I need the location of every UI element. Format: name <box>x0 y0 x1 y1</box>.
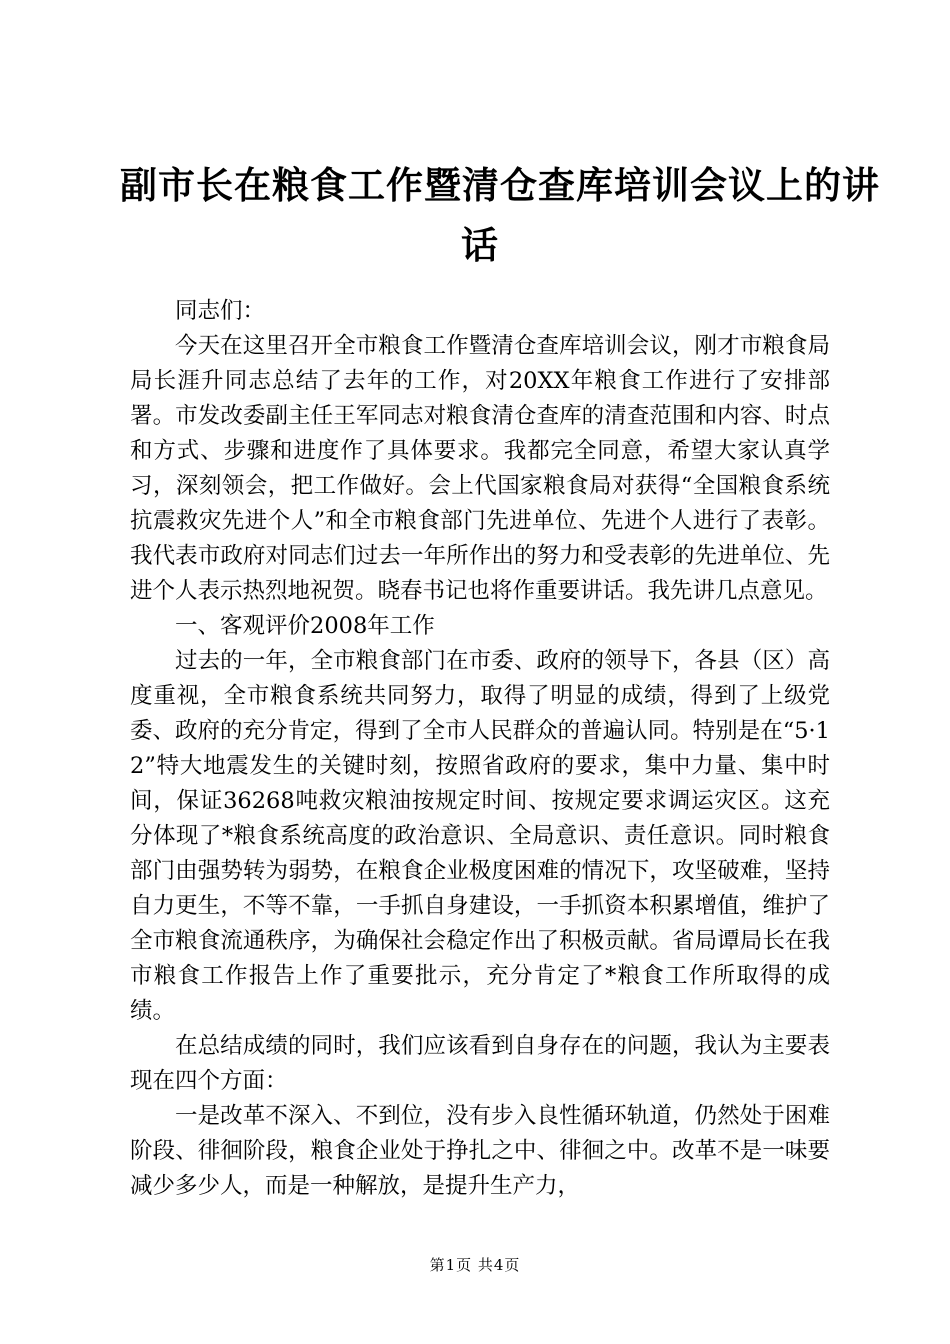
page-footer: 第1页 共4页 <box>429 1256 521 1274</box>
document-body <box>130 294 830 1204</box>
document-title-line-2: 话 <box>461 224 499 267</box>
document-title-line-1: 副市长在粮食工作暨清仓查库培训会议上的讲 <box>120 164 880 207</box>
problems-intro-paragraph: 在总结成绩的同时，我们应该看到自身存在的问题，我认为主要表现在四个方面： <box>130 1033 830 1094</box>
section-heading: 一、客观评价2008年工作 <box>175 613 435 639</box>
opening-paragraph: 今天在这里召开全市粮食工作暨清仓查库培训会议，刚才市粮食局局长涯升同志总结了去年的工作，对20XX年粮食工作进行了安排部署。市发改委副主任王军同志对粮食清仓查库的清查范围和内容、时点和方式、步骤和进度作了具体要求。我都完全同意，希望大家认真学习，深刻领会，把工作做好。会上代国家粮食局对获得“全国粮食系统抗震救灾先进个人”和全市粮食部门先进单位、先进个人进行了表彰。我代表市政府对同志们过去一年所作出的努力和受表彰的先进单位、先进个人表示热烈地祝贺。晓春书记也将作重要讲话。我先讲几点意见。 <box>130 333 830 604</box>
problem-one-paragraph: 一是改革不深入、不到位，没有步入良性循环轨道，仍然处于困难阶段、徘徊阶段，粮食企业处于挣扎之中、徘徊之中。改革不是一味要减少多少人，而是一种解放，是提升生产力， <box>130 1103 830 1199</box>
salutation-paragraph: 同志们： <box>175 298 266 324</box>
review-paragraph: 过去的一年，全市粮食部门在市委、政府的领导下，各县（区）高度重视，全市粮食系统共同努力，取得了明显的成绩，得到了上级党委、政府的充分肯定，得到了全市人民群众的普遍认同。特别是在“5·12”特大地震发生的关键时刻，按照省政府的要求，集中力量、集中时间，保证36268吨救灾粮油按规定时间、按规定要求调运灾区。这充分体现了*粮食系统高度的政治意识、全局意识、责任意识。同时粮食部门由强势转为弱势，在粮食企业极度困难的情况下，攻坚破难，坚持自力更生，不等不靠，一手抓自身建设，一手抓资本积累增值，维护了全市粮食流通秩序，为确保社会稳定作出了积极贡献。省局谭局长在我市粮食工作报告上作了重要批示，充分肯定了*粮食工作所取得的成绩。 <box>130 648 830 1024</box>
